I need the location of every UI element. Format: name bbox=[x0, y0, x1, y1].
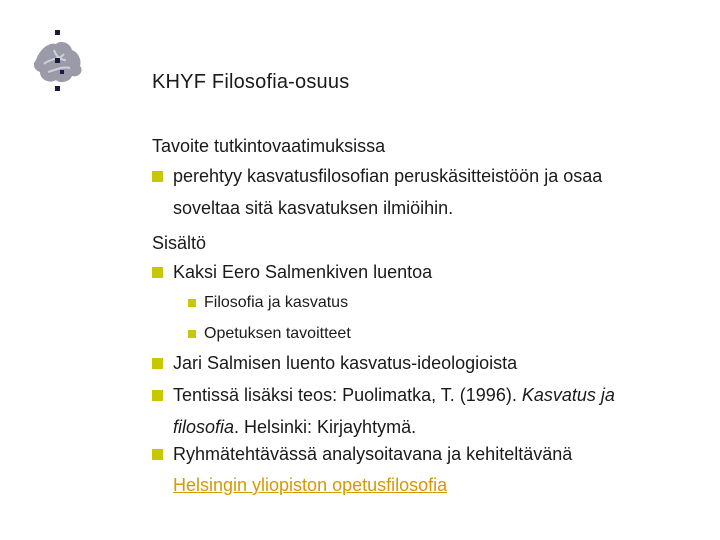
bullet-icon bbox=[152, 171, 163, 182]
bullet-icon bbox=[152, 390, 163, 401]
section-heading-content: Sisältö bbox=[152, 233, 207, 253]
sub-bullet-icon bbox=[188, 299, 196, 307]
goal-text-line2: soveltaa sitä kasvatuksen ilmiöihin. bbox=[173, 198, 454, 218]
sub-item-goals: Opetuksen tavoitteet bbox=[204, 325, 351, 342]
teaching-philosophy-link[interactable]: Helsingin yliopiston opetusfilosofia bbox=[173, 475, 448, 495]
content-item-group-task: Ryhmätehtävässä analysoitavana ja kehiteltävänä bbox=[173, 444, 573, 464]
goal-text-line1: perehtyy kasvatusfilosofian peruskäsitteistöön ja osaa bbox=[173, 166, 603, 186]
university-logo-icon bbox=[26, 30, 88, 96]
section-heading-goal: Tavoite tutkintovaatimuksissa bbox=[152, 136, 386, 156]
content-item-exam-book-line1 bbox=[173, 385, 615, 406]
book-title-part1: Kasvatus ja bbox=[521, 385, 615, 405]
bullet-icon bbox=[152, 267, 163, 278]
sub-item-philosophy: Filosofia ja kasvatus bbox=[204, 294, 349, 311]
publisher-text: . Helsinki: Kirjayhtymä. bbox=[234, 417, 417, 437]
bullet-icon bbox=[152, 358, 163, 369]
book-title-part2: filosofia bbox=[173, 417, 235, 437]
slide-title: KHYF Filosofia-osuus bbox=[152, 71, 350, 93]
sub-bullet-icon bbox=[188, 330, 196, 338]
content-item-ideologies: Jari Salmisen luento kasvatus-ideologioista bbox=[173, 353, 518, 373]
content-item-lectures: Kaksi Eero Salmenkiven luentoa bbox=[173, 262, 433, 282]
content-item-exam-book-line2 bbox=[173, 417, 416, 438]
exam-book-text: Tentissä lisäksi teos: Puolimatka, T. (1996). bbox=[173, 385, 522, 405]
bullet-icon bbox=[152, 449, 163, 460]
